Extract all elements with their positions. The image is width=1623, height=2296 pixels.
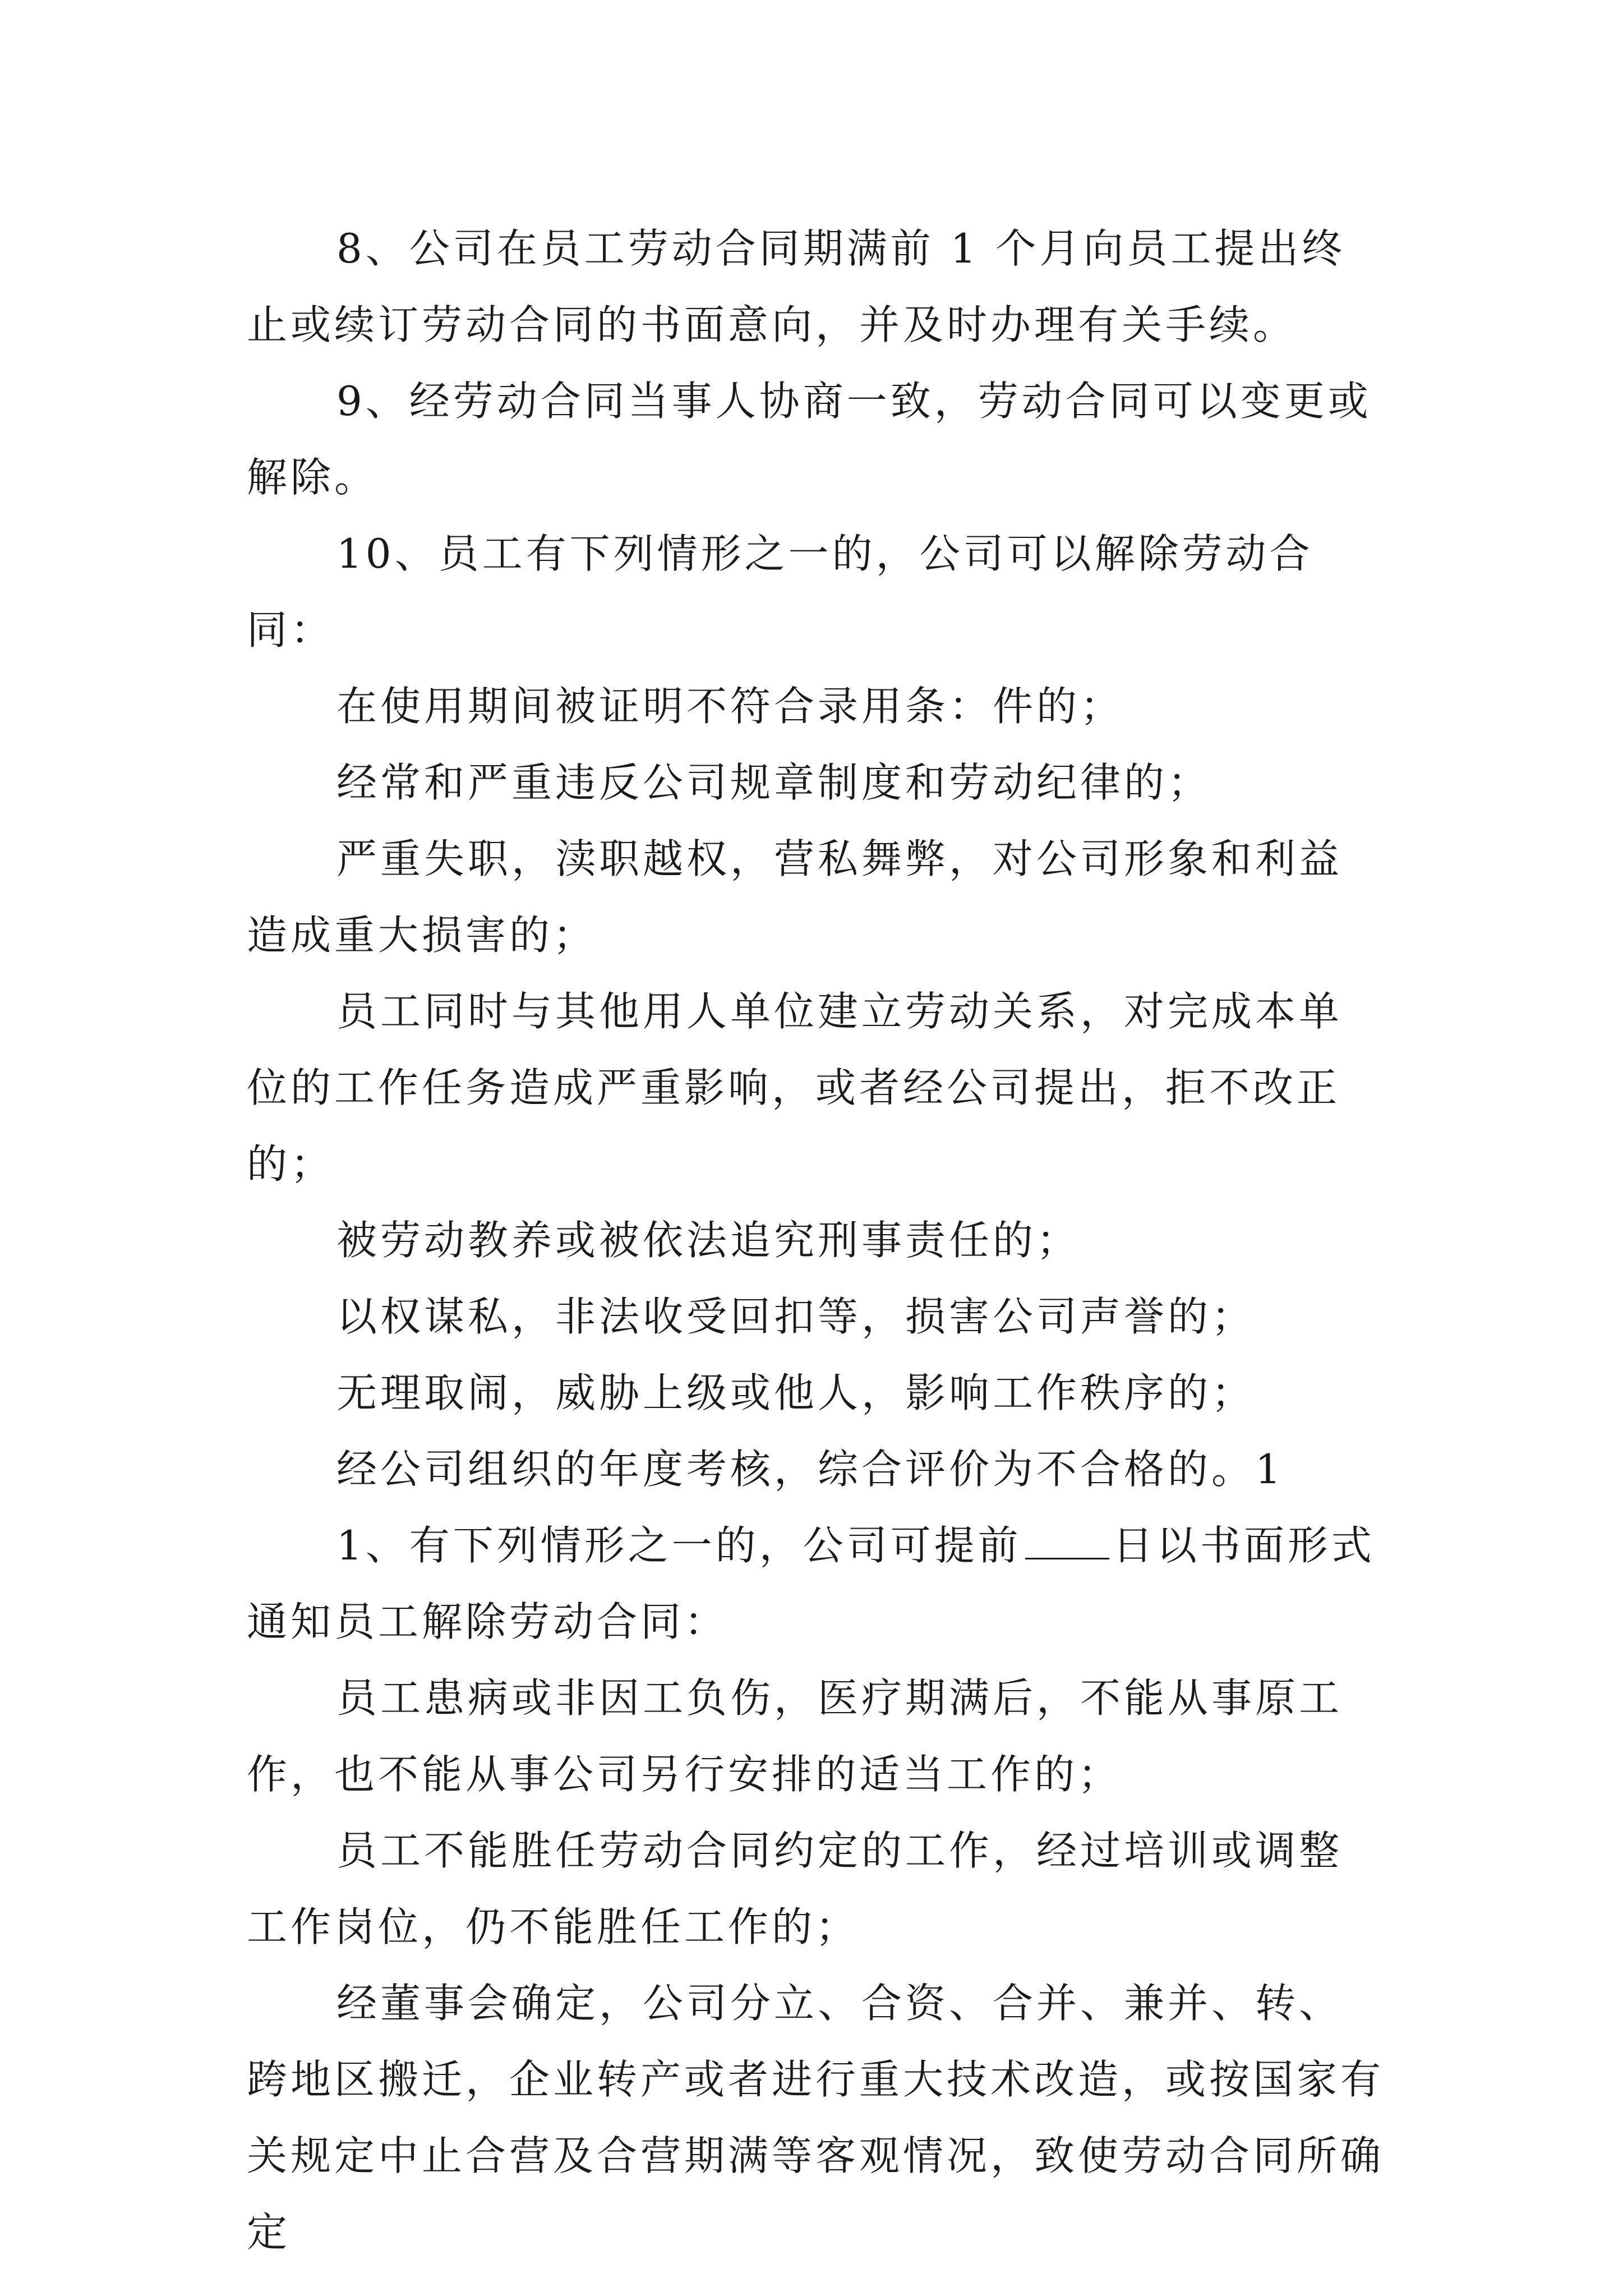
list-item: 员工同时与其他用人单位建立劳动关系，对完成本单位的工作任务造成严重影响，或者经公司提出，拒不改正的； — [247, 988, 1343, 1188]
list-item: 严重失职，渎职越权，营私舞弊，对公司形象和利益造成重大损害的； — [247, 835, 1343, 959]
paragraph-10: 10、员工有下列情形之一的，公司可以解除劳动合同： — [247, 530, 1313, 654]
list-item: 员工患病或非因工负伤，医疗期满后，不能从事原工作，也不能从事公司另行安排的适当工作的； — [247, 1674, 1343, 1798]
list-item: 无理取闹，威胁上级或他人，影响工作秩序的； — [336, 1369, 1256, 1416]
list-item: 员工不能胜任劳动合同约定的工作，经过培训或调整工作岗位，仍不能胜任工作的； — [247, 1827, 1343, 1950]
list-item: 被劳动教养或被依法追究刑事责任的； — [336, 1217, 1081, 1264]
paragraph-11 — [247, 1507, 1385, 1660]
paragraph-11-end: 日以书面形式通知员工解除劳动合同： — [247, 1522, 1375, 1645]
paragraph-8: 8、公司在员工劳动合同期满前 1 个月向员工提出终止或续订劳动合同的书面意向，并及时办理有关手续。 — [247, 225, 1346, 348]
list-item: 经常和严重违反公司规章制度和劳动纪律的； — [336, 759, 1212, 806]
list-item: 在使用期间被证明不符合录用条：件的； — [336, 683, 1124, 730]
document-body — [247, 210, 1385, 2270]
list-item: 经董事会确定，公司分立、合资、合并、兼并、转、跨地区搬迁，企业转产或者进行重大技术改造，或按国家有关规定中止合营及合营期满等客观情况，致使劳动合同所确定 — [247, 1980, 1385, 2256]
paragraph-9: 9、经劳动合同当事人协商一致，劳动合同可以变更或解除。 — [247, 378, 1372, 501]
fill-in-blank — [1025, 1524, 1109, 1559]
list-item: 以权谋私，非法收受回扣等，损害公司声誉的； — [336, 1293, 1256, 1340]
list-item: 经公司组织的年度考核，综合评价为不合格的。1 — [336, 1446, 1284, 1493]
paragraph-11-start: 1、有下列情形之一的，公司可提前 — [336, 1522, 1022, 1569]
